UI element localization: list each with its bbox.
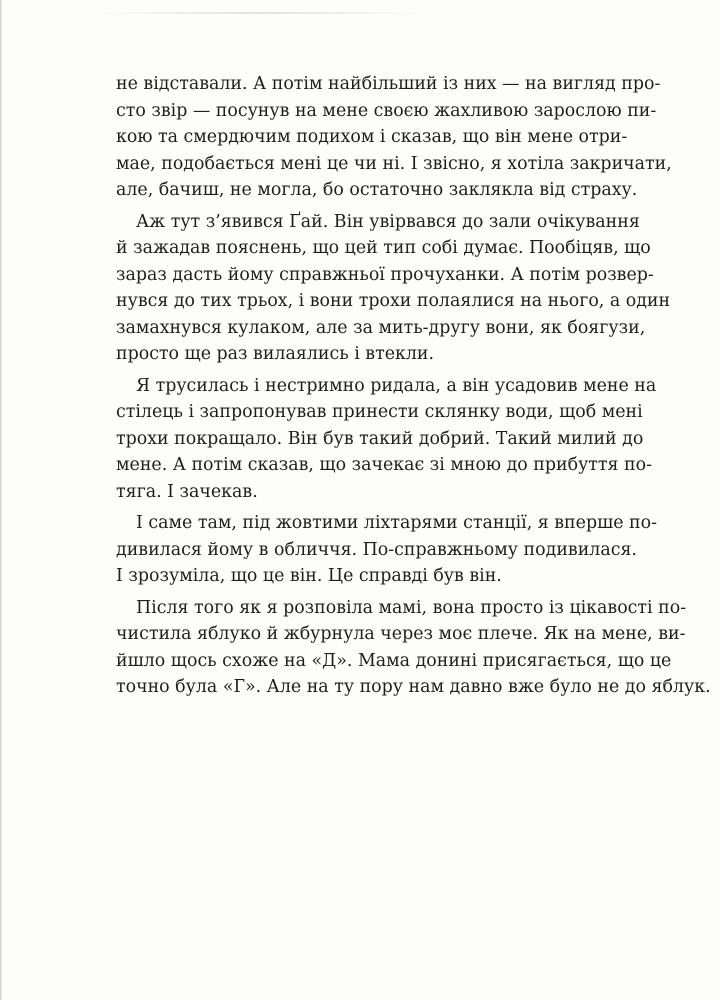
text-line: йшло щось схоже на «Д». Мама донині присягається, що це <box>116 650 672 671</box>
text-line: стілець і запропонував принести склянку води, щоб мені <box>116 402 643 422</box>
text-line: чистила яблуко й жбурнула через моє плече. Як на мене, ви- <box>116 624 686 644</box>
text-line: сто звір — посунув на мене своєю жахливою зарослою пи- <box>116 100 657 121</box>
text-line: не відставали. А потім найбільший із них — на вигляд про- <box>116 74 661 94</box>
text-line: І зрозуміла, що це він. Це справді був він. <box>116 566 502 586</box>
paragraph-1 <box>116 71 672 204</box>
text-line: нувся до тих трьох, і вони трохи полаялися на нього, а один <box>116 291 671 311</box>
paragraph-3 <box>116 373 657 506</box>
paragraph-4 <box>116 510 657 590</box>
text-line: мае, подобається мені це чи ні. І звісно, я хотіла закричати, <box>116 153 672 174</box>
text-line: зараз дасть йому справжньої прочуханки. А потім розвер- <box>116 264 654 285</box>
text-line: замахнувся кулаком, але за мить-другу вони, як боягузи, <box>116 317 646 338</box>
page-edge-shadow <box>0 0 3 1000</box>
paragraph-5 <box>116 595 711 701</box>
text-line: Після того як я розповіла мамі, вона просто із цікавості по- <box>136 597 687 618</box>
text-line: трохи покращало. Він був такий добрий. Такий милий до <box>116 428 644 449</box>
text-line: кою та смердючим подихом і сказав, що він мене отри- <box>116 127 628 147</box>
text-line: точно була «Г». Але на ту пору нам давно вже було не до яблук. <box>116 677 711 697</box>
text-line: Аж тут з’явився Ґай. Він увірвався до зали очікування <box>136 211 640 232</box>
scan-smudge <box>95 12 425 14</box>
text-line: просто ще раз вилаялись і втекли. <box>116 344 435 364</box>
text-line: Я трусилась і нестримно ридала, а він усадовив мене на <box>136 375 657 396</box>
text-line: й зажадав пояснень, що цей тип собі думає. Пообіцяв, що <box>116 238 651 258</box>
paragraph-2 <box>116 209 671 368</box>
text-line: але, бачиш, не могла, бо остаточно заклякла від страху. <box>116 180 638 200</box>
text-line: дивилася йому в обличчя. По-справжньому подивилася. <box>116 539 637 560</box>
text-line: І саме там, під жовтими ліхтарями станції, я вперше по- <box>136 513 657 533</box>
body-text <box>116 71 711 701</box>
text-line: тяга. І зачекав. <box>116 481 258 502</box>
text-line: мене. А потім сказав, що зачекає зі мною до прибуття по- <box>116 455 652 475</box>
